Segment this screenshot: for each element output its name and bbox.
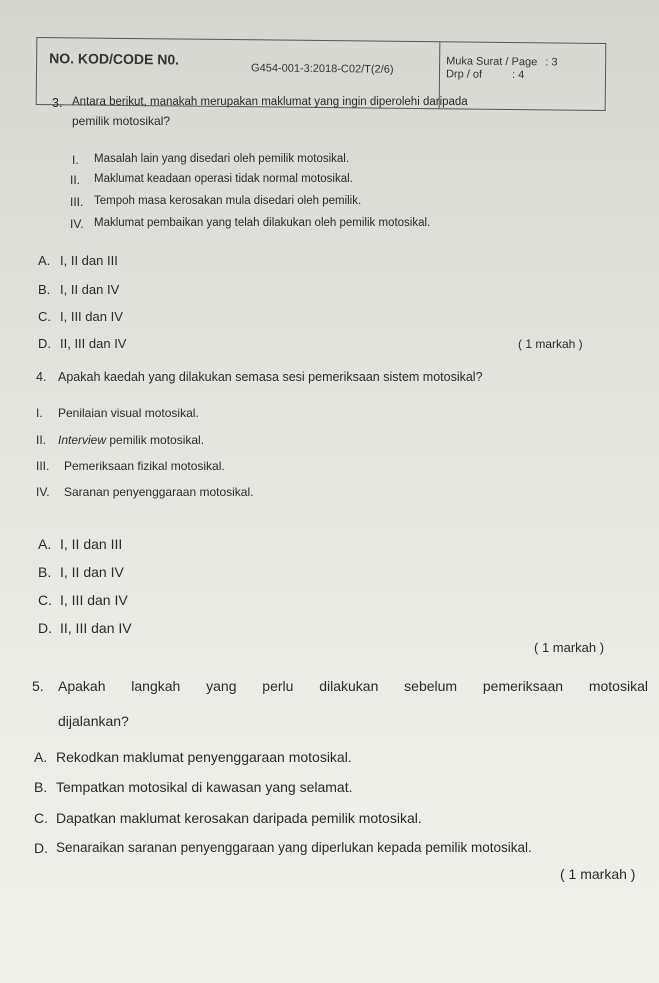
code-value: G454-001-3:2018-C02/T(2/6) xyxy=(250,62,394,76)
word: sebelum xyxy=(404,678,458,694)
statement-text: Maklumat pembaikan yang telah dilakukan oleh pemilik motosikal. xyxy=(94,217,431,229)
option-text: Senaraikan saranan penyenggaraan yang diperlukan kepada pemilik motosikal. xyxy=(56,840,532,855)
statement-number: I. xyxy=(36,406,43,420)
option-text: II, III dan IV xyxy=(60,336,127,351)
statement-text: Pemeriksaan fizikal motosikal. xyxy=(64,459,225,473)
interview-term: Interview xyxy=(58,433,107,447)
word: perlu xyxy=(262,678,294,694)
option-text: I, II dan IV xyxy=(60,282,120,297)
page-label: Muka Surat / Page xyxy=(446,55,538,69)
option-letter: C. xyxy=(38,309,51,324)
statement-text: Penilaian visual motosikal. xyxy=(58,406,199,420)
option-text: I, II dan III xyxy=(60,253,118,268)
question-text xyxy=(58,678,648,694)
question-number: 4. xyxy=(36,370,47,384)
option-text: Rekodkan maklumat penyenggaraan motosikal. xyxy=(56,749,352,765)
option-letter: D. xyxy=(34,840,48,856)
option-text: I, III dan IV xyxy=(60,309,123,324)
option-text: I, II dan III xyxy=(60,536,123,552)
statement-text: Maklumat keadaan operasi tidak normal motosikal. xyxy=(94,173,353,185)
question-text: Antara berikut, manakah merupakan maklumat yang ingin diperolehi daripada xyxy=(72,96,468,108)
question-text: pemilik motosikal? xyxy=(72,114,171,128)
option-text: II, III dan IV xyxy=(60,620,132,636)
statement-text xyxy=(58,433,204,447)
word: pemeriksaan xyxy=(482,678,564,694)
option-letter: A. xyxy=(34,749,48,765)
question-number: 5. xyxy=(32,678,44,694)
statement-number: I. xyxy=(72,153,79,167)
mark-label: ( 1 markah ) xyxy=(560,866,636,882)
statement-number: III. xyxy=(70,195,84,209)
statement-text-rest: pemilik motosikal. xyxy=(106,433,205,447)
option-text: I, III dan IV xyxy=(60,592,128,608)
option-letter: A. xyxy=(38,253,51,268)
word: dilakukan xyxy=(319,678,379,694)
option-letter: C. xyxy=(34,810,48,826)
question-text: Apakah kaedah yang dilakukan semasa sesi pemeriksaan sistem motosikal? xyxy=(58,370,483,384)
statement-number: IV. xyxy=(36,485,50,499)
of-value: : 4 xyxy=(512,69,525,82)
statement-number: II. xyxy=(70,173,81,187)
statement-text: Saranan penyenggaraan motosikal. xyxy=(64,485,254,499)
word: Apakah xyxy=(58,678,106,694)
option-letter: C. xyxy=(38,592,52,608)
option-text: I, II dan IV xyxy=(60,564,124,580)
question-number: 3. xyxy=(52,96,63,110)
statement-text: Tempoh masa kerosakan mula disedari oleh pemilik. xyxy=(94,195,362,207)
option-letter: A. xyxy=(38,536,52,552)
mark-label: ( 1 markah ) xyxy=(518,337,583,351)
mark-label: ( 1 markah ) xyxy=(534,640,605,655)
page-value: : 3 xyxy=(545,56,558,69)
of-label: Drp / of xyxy=(445,68,483,81)
option-letter: B. xyxy=(38,564,52,580)
statement-number: IV. xyxy=(70,217,84,231)
option-letter: B. xyxy=(34,779,48,795)
code-label: NO. KOD/CODE N0. xyxy=(49,50,180,68)
question-text: dijalankan? xyxy=(58,713,129,729)
word: langkah xyxy=(131,678,181,694)
option-text: Dapatkan maklumat kerosakan daripada pemilik motosikal. xyxy=(56,810,422,826)
statement-number: III. xyxy=(36,459,50,473)
statement-number: II. xyxy=(36,433,47,447)
option-text: Tempatkan motosikal di kawasan yang selamat. xyxy=(56,779,353,795)
option-letter: D. xyxy=(38,620,52,636)
word: yang xyxy=(206,678,237,694)
word: motosikal xyxy=(588,678,648,694)
option-letter: D. xyxy=(38,336,51,351)
option-letter: B. xyxy=(38,282,51,297)
statement-text: Masalah lain yang disedari oleh pemilik motosikal. xyxy=(94,153,350,165)
